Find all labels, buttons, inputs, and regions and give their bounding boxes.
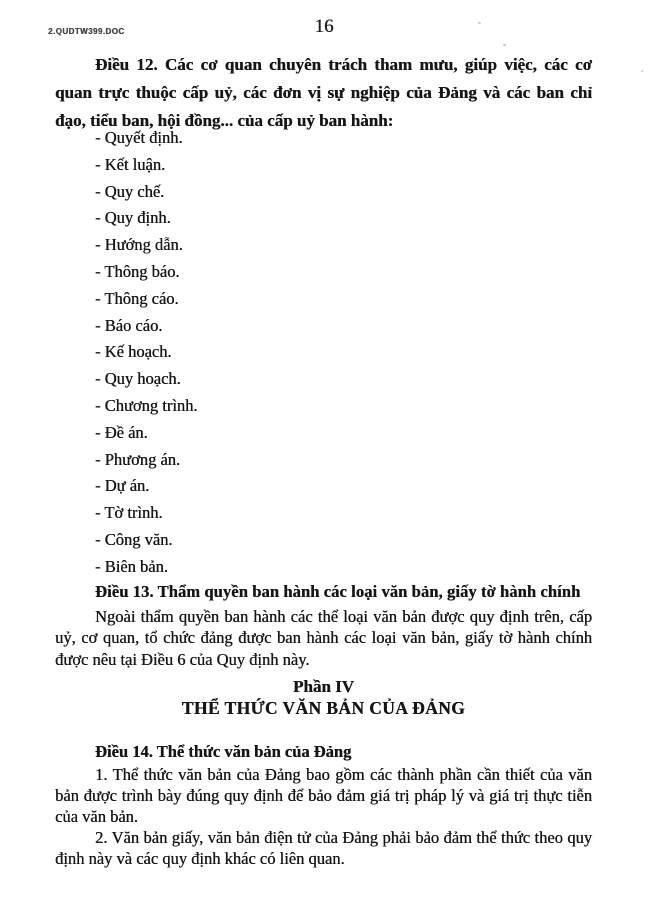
doc-type-item: - Phương án. [95, 449, 181, 469]
doc-type-item: - Chương trình. [95, 395, 198, 415]
article-14-clause-1: 1. Thể thức văn bản của Đảng bao gồm các thành phần cần thiết của văn bản được trình bày đúng quy định để bảo đảm giá trị pháp lý và giá trị thực tiễn của văn bản. [55, 765, 592, 826]
doc-type-item: - Thông cáo. [95, 288, 179, 308]
article-12-paragraph: Điều 12. Các cơ quan chuyên trách tham mưu, giúp việc, các cơ quan trực thuộc cấp uỷ, các đơn vị sự nghiệp của Đảng và các ban chỉ đạo, tiểu ban, hội đồng... của cấp uỷ ban hành: [55, 55, 592, 130]
doc-type-item: - Đề án. [95, 422, 148, 442]
doc-type-item: - Quy định. [95, 208, 171, 228]
article-14-clause-2: 2. Văn bản giấy, văn bản điện tử của Đảng phải bảo đảm thể thức theo quy định này và các quy định khác có liên quan. [55, 828, 592, 868]
doc-type-item: - Quy chế. [95, 181, 165, 201]
doc-type-item: - Dự án. [95, 476, 150, 496]
page-number: 16 [314, 16, 334, 37]
part-iv-title: Phần IV [293, 677, 354, 696]
part-iv-subtitle: THỂ THỨC VĂN BẢN CỦA ĐẢNG [181, 698, 466, 718]
article-14-heading: Điều 14. Thể thức văn bản của Đảng [95, 742, 352, 761]
document-type-list [55, 125, 592, 581]
doc-type-item: - Thông báo. [95, 261, 180, 281]
doc-type-item: - Công văn. [95, 529, 173, 549]
part-iv-heading [55, 676, 592, 720]
doc-type-item: - Báo cáo. [95, 315, 163, 335]
doc-type-item: - Quyết định. [95, 128, 183, 147]
doc-type-item: - Tờ trình. [95, 503, 163, 523]
doc-type-item: - Kế hoạch. [95, 342, 172, 362]
header-filename: 2.QUDTW399.DOC [48, 27, 125, 36]
doc-type-item: - Biên bản. [95, 556, 168, 576]
article-13-heading: Điều 13. Thẩm quyền ban hành các loại văn bản, giấy tờ hành chính [95, 582, 581, 601]
doc-type-item: - Quy hoạch. [95, 369, 181, 389]
scan-speck [641, 70, 643, 72]
doc-type-item: - Hướng dẫn. [95, 235, 183, 255]
article-13-paragraph: Ngoài thẩm quyền ban hành các thể loại văn bản được quy định trên, cấp uỷ, cơ quan, tổ chức đảng được ban hành các loại văn bản, giấy tờ hành chính được nêu tại Điều 6 của Quy định này. [55, 607, 592, 669]
doc-type-item: - Kết luận. [95, 154, 166, 174]
scan-speck [503, 44, 506, 46]
